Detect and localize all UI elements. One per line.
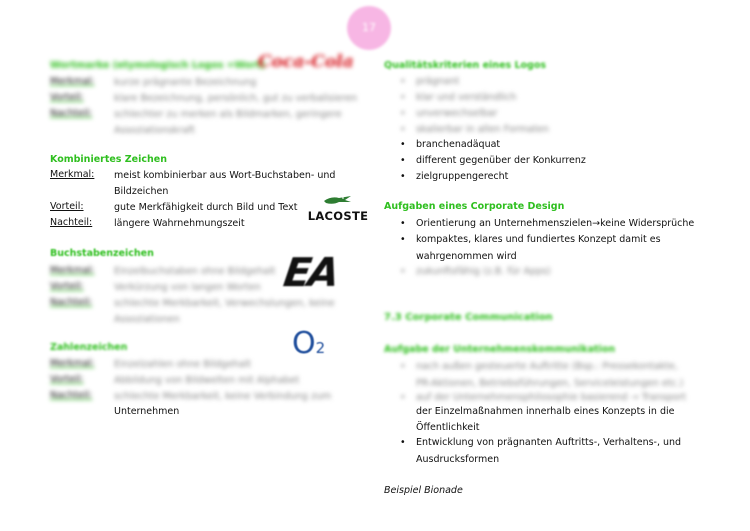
aufgaben-cd-item-3: • zukunftsfähig (z.B. für Apps) bbox=[416, 264, 551, 280]
qualitaet-item-4: • skalierbar in allen Formaten bbox=[416, 122, 549, 138]
aufgaben-cd-item-1: • Orientierung an Unternehmenszielen→keine Widersprüche bbox=[416, 216, 694, 232]
zahlen-merkmal-label: Merkmal: bbox=[50, 358, 95, 369]
zahlen-nachteil-text: schlechte Merkbarkeit, keine Verbindung zum bbox=[114, 391, 332, 402]
buchstaben-vorteil-text: Verkürzung von langen Worten bbox=[114, 282, 261, 293]
kombiniert-vorteil-text: gute Merkfähigkeit durch Bild und Text bbox=[114, 202, 298, 213]
cc-item-1: • nach außen gesteuerte Auftritte (Bsp.: Pressekontakte, bbox=[416, 359, 678, 375]
cc-item-3-cont: Ausdrucksformen bbox=[416, 454, 500, 465]
wortmarke-vorteil-text: klare Bezeichnung, persönlich, gut zu verbalisieren bbox=[114, 93, 358, 104]
aufgaben-cd-item-2-cont: wahrgenommen wird bbox=[416, 251, 517, 262]
wortmarke-nachteil-label: Nachteil: bbox=[50, 108, 93, 119]
page-number-badge: 17 bbox=[347, 6, 391, 50]
o2-logo bbox=[292, 326, 325, 361]
o2-letter: O bbox=[292, 326, 316, 361]
qualitaet-item-3: • unverwechselbar bbox=[416, 106, 497, 122]
cc-item-3: • Entwicklung von prägnanten Auftritts-, Verhaltens-, und bbox=[416, 435, 681, 451]
buchstaben-merkmal-label: Merkmal: bbox=[50, 265, 95, 276]
section-title-qualitaet: Qualitätskriterien eines Logos bbox=[384, 60, 547, 71]
ea-logo: EA bbox=[280, 250, 340, 296]
lacoste-logo bbox=[302, 192, 374, 223]
kombiniert-merkmal-text-1: meist kombinierbar aus Wort-Buchstaben- und bbox=[114, 170, 336, 181]
qualitaet-item-5: • branchenadäquat bbox=[416, 137, 500, 153]
kombiniert-nachteil-label: Nachteil: bbox=[50, 217, 93, 228]
section-title-wortmarke: Wortmarke (etymologisch Logos =Wort) bbox=[50, 60, 265, 71]
qualitaet-item-7: • zielgruppengerecht bbox=[416, 169, 508, 185]
kombiniert-vorteil-label: Vorteil: bbox=[50, 201, 84, 212]
wortmarke-merkmal-label: Merkmal: bbox=[50, 76, 95, 87]
wortmarke-nachteil-text-2: Assoziationskraft bbox=[114, 125, 195, 136]
cc-item-1-cont: PR-Aktionen, Betriebsführungen, Serviceleistungen etc.) bbox=[416, 378, 684, 389]
cocacola-logo: Coca-Cola bbox=[258, 52, 354, 72]
beispiel-bionade: Beispiel Bionade bbox=[384, 485, 463, 496]
qualitaet-item-6: • different gegenüber der Konkurrenz bbox=[416, 153, 586, 169]
o2-subscript: 2 bbox=[315, 339, 326, 357]
cc-item-2-cont-1: der Einzelmaßnahmen innerhalb eines Konzepts in die bbox=[416, 406, 675, 417]
section-title-aufgaben-cd: Aufgaben eines Corporate Design bbox=[384, 201, 565, 212]
section-title-buchstaben: Buchstabenzeichen bbox=[50, 248, 154, 259]
kombiniert-merkmal-label: Merkmal: bbox=[50, 169, 95, 180]
cc-item-2-cont-2: Öffentlichkeit bbox=[416, 422, 480, 433]
wortmarke-nachteil-text: schlechter zu merken als Bildmarken, geringere bbox=[114, 109, 342, 120]
buchstaben-nachteil-label: Nachteil: bbox=[50, 297, 93, 308]
buchstaben-nachteil-text: schlechte Merkbarkeit, Verwechslungen, keine bbox=[114, 298, 335, 309]
buchstaben-merkmal-text: Einzelbuchstaben ohne Bildgehalt bbox=[114, 266, 276, 277]
buchstaben-vorteil-label: Vorteil: bbox=[50, 281, 84, 292]
buchstaben-nachteil-text-2: Assoziationen bbox=[114, 314, 180, 325]
lacoste-wordmark: LACOSTE bbox=[307, 209, 369, 223]
wortmarke-merkmal-text: kurze prägnante Bezeichnung bbox=[114, 77, 257, 88]
wortmarke-vorteil-label: Vorteil: bbox=[50, 92, 84, 103]
zahlen-nachteil-text-2: Unternehmen bbox=[114, 406, 180, 417]
section-subheading-unternehmenskommunikation: Aufgabe der Unternehmenskommunikation bbox=[384, 344, 616, 355]
qualitaet-item-2: • klar und verständlich bbox=[416, 90, 516, 106]
zahlen-merkmal-text: Einzelzahlen ohne Bildgehalt bbox=[114, 359, 252, 370]
section-title-zahlen: Zahlenzeichen bbox=[50, 342, 128, 353]
kombiniert-nachteil-text: längere Wahrnehmungszeit bbox=[114, 218, 245, 229]
zahlen-vorteil-label: Vorteil: bbox=[50, 374, 84, 385]
zahlen-nachteil-label: Nachteil: bbox=[50, 390, 93, 401]
section-title-kombiniert: Kombiniertes Zeichen bbox=[50, 154, 167, 165]
crocodile-icon bbox=[323, 193, 353, 207]
qualitaet-item-1: • prägnant bbox=[416, 74, 459, 90]
kombiniert-merkmal-text-2: Bildzeichen bbox=[114, 186, 169, 197]
section-heading-corporate-communication: 7.3 Corporate Communication bbox=[384, 312, 553, 323]
aufgaben-cd-item-2: • kompaktes, klares und fundiertes Konzept damit es bbox=[416, 232, 661, 248]
cc-item-2: • auf der Unternehmensphilosophie basierend → Transport bbox=[416, 390, 686, 406]
zahlen-vorteil-text: Abbildung von Bildwelten mit Alphabet bbox=[114, 375, 300, 386]
